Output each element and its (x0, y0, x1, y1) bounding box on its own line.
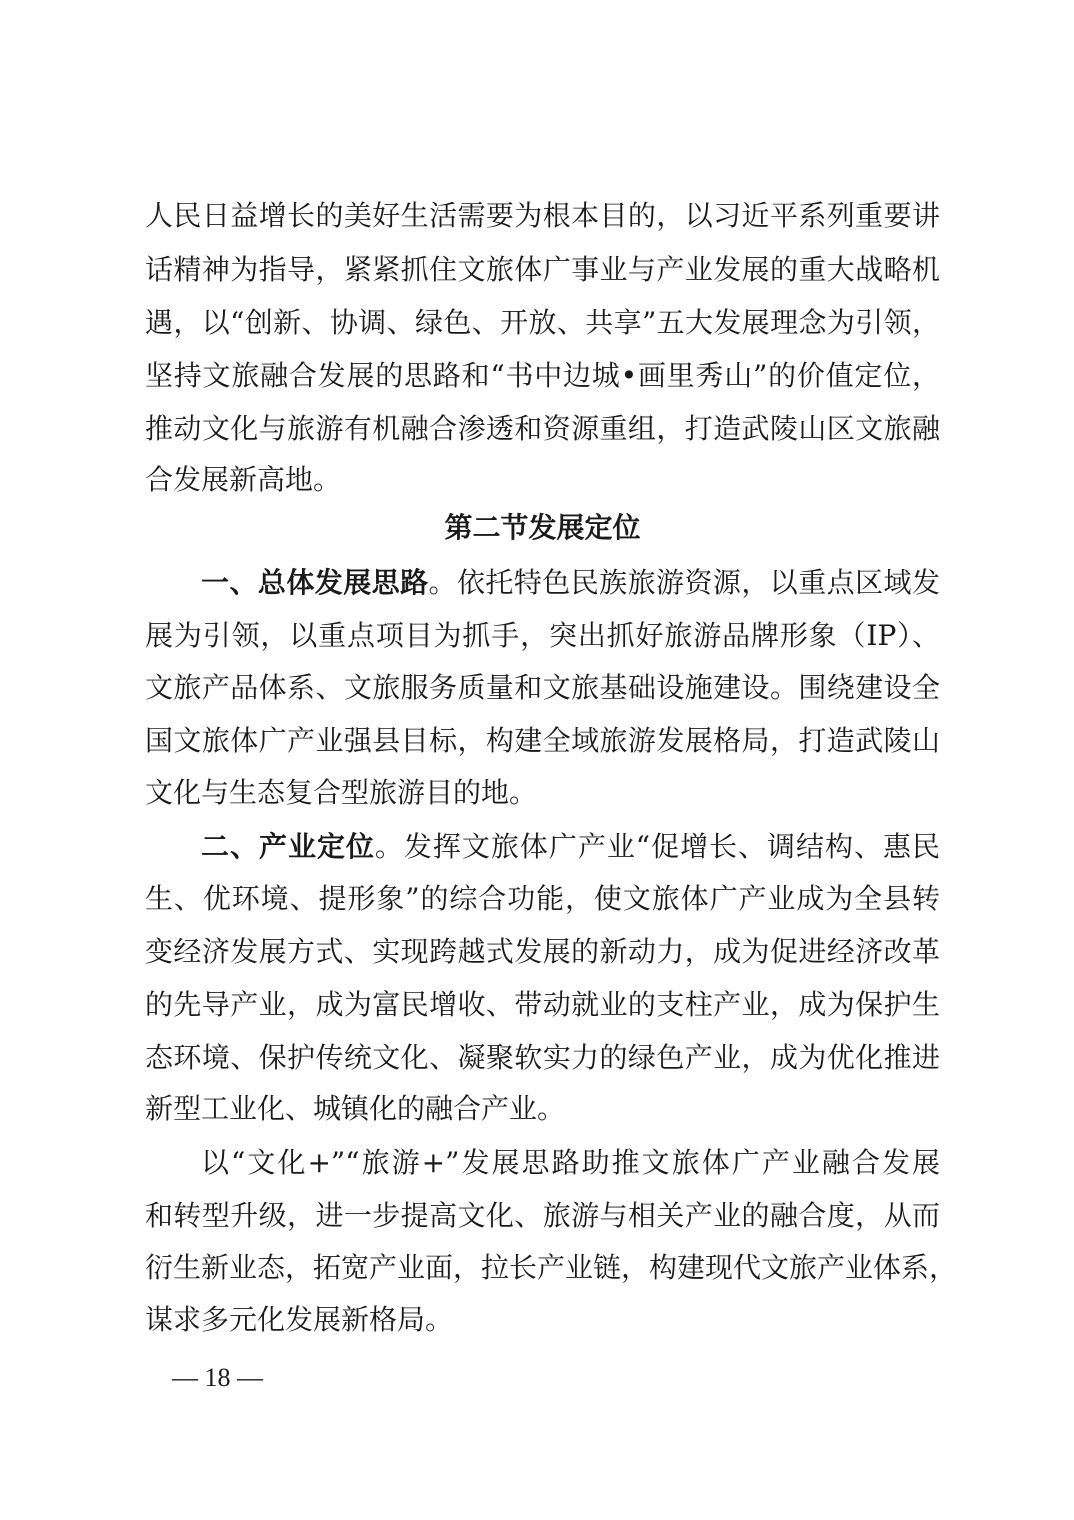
paragraph-1-line: 国文旅体广产业强县目标，构建全域旅游发展格局，打造武陵山 (145, 724, 940, 757)
paragraph-2-first-line (201, 827, 940, 867)
paragraph-1-first-rest: 。依托特色民族旅游资源，以重点区域发 (428, 566, 940, 599)
paragraph-3-first-line: 以“文化+”“旅游+”发展思路助推文旅体广产业融合发展 (201, 1146, 940, 1179)
paragraph-1-line: 展为引领，以重点项目为抓手，突出抓好旅游品牌形象（IP）、 (145, 619, 940, 652)
paragraph-3-line: 谋求多元化发展新格局。 (145, 1303, 454, 1336)
paragraph-1-lead: 一、总体发展思路 (201, 566, 429, 599)
paragraph-3-line: 衍生新业态，拓宽产业面，拉长产业链，构建现代文旅产业体系， (145, 1251, 958, 1284)
section-heading: 第二节发展定位 (444, 511, 641, 544)
paragraph-1-line: 文化与生态复合型旅游目的地。 (145, 776, 538, 809)
intro-line: 人民日益增长的美好生活需要为根本目的，以习近平系列重要讲 (145, 199, 940, 232)
page-number: — 18 — (172, 1363, 263, 1392)
paragraph-2-line: 态环境、保护传统文化、凝聚软实力的绿色产业，成为优化推进 (145, 1041, 940, 1074)
intro-line: 遇，以“创新、协调、绿色、开放、共享”五大发展理念为引领， (145, 306, 940, 339)
paragraph-2-line: 新型工业化、城镇化的融合产业。 (145, 1092, 566, 1125)
intro-line: 话精神为指导，紧紧抓住文旅体广事业与产业发展的重大战略机 (145, 253, 940, 286)
paragraph-2-lead: 二、产业定位 (201, 830, 375, 863)
paragraph-1-first-line (201, 563, 940, 603)
paragraph-2-line: 生、优环境、提形象”的综合功能，使文旅体广产业成为全县转 (145, 882, 940, 915)
paragraph-2-line: 变经济发展方式、实现跨越式发展的新动力，成为促进经济改革 (145, 935, 940, 968)
paragraph-2-first-rest: 。发挥文旅体广产业“促增长、调结构、惠民 (374, 830, 940, 863)
paragraph-2-line: 的先导产业，成为富民增收、带动就业的支柱产业，成为保护生 (145, 988, 940, 1021)
intro-line: 合发展新高地。 (145, 463, 342, 496)
intro-line: 推动文化与旅游有机融合渗透和资源重组，打造武陵山区文旅融 (145, 412, 940, 445)
intro-line: 坚持文旅融合发展的思路和“书中边城•画里秀山”的价值定位， (145, 359, 940, 392)
paragraph-3-line: 和转型升级，进一步提高文化、旅游与相关产业的融合度，从而 (145, 1199, 940, 1232)
paragraph-1-line: 文旅产品体系、文旅服务质量和文旅基础设施建设。围绕建设全 (145, 671, 940, 704)
